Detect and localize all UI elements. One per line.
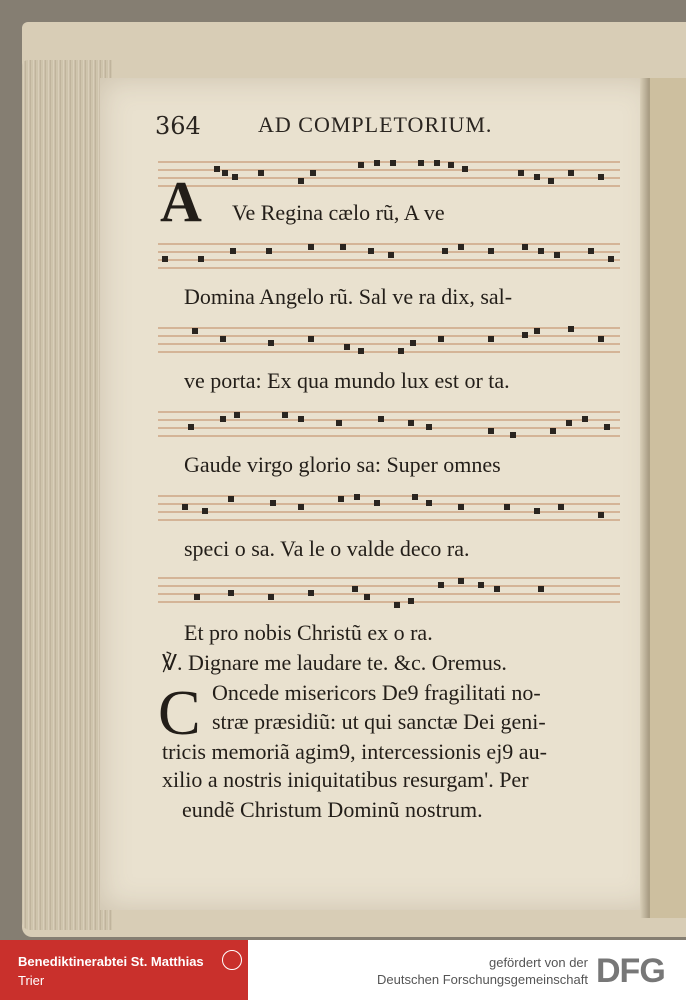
versicle: ℣. Dignare me laudare te. &c. Oremus. xyxy=(162,650,507,675)
prayer-line: tricis memoriã agim9, intercessionis ej9 au- xyxy=(162,739,547,764)
music-staff xyxy=(158,494,620,526)
prayer-line: Oncede misericors De9 fragilitati no- xyxy=(212,680,541,705)
music-staff xyxy=(158,160,620,192)
page-heading: AD COMPLETORIUM. xyxy=(258,112,493,137)
page-number: 364 xyxy=(155,112,201,140)
prayer-initial: C xyxy=(158,677,201,748)
prayer-line: eundẽ Christum Dominũ nostrum. xyxy=(182,797,483,822)
facing-page-edge xyxy=(650,78,686,918)
prayer-line: xilio a nostris iniquitatibus resurgam'. Per xyxy=(162,767,529,792)
chant-initial: A xyxy=(160,169,202,234)
music-staff xyxy=(158,576,620,608)
institution-city: Trier xyxy=(18,973,45,988)
prayer-line: stræ præsidiũ: ut qui sanctæ Dei geni- xyxy=(212,709,546,734)
funding-line: gefördert von der xyxy=(488,955,588,970)
lyric-line: Domina Angelo rũ. Sal ve ra dix, sal- xyxy=(184,284,513,309)
book-fore-edge xyxy=(22,60,112,930)
viewer-footer xyxy=(0,940,686,1000)
dfg-logo[interactable]: DFG xyxy=(596,952,665,990)
lyric-line: ve porta: Ex qua mundo lux est or ta. xyxy=(184,368,510,393)
music-staff xyxy=(158,242,620,274)
institution-name: Benediktinerabtei St. Matthias xyxy=(18,954,204,969)
lyric-line: speci o sa. Va le o valde deco ra. xyxy=(184,536,470,561)
funding-line: Deutschen Forschungsgemeinschaft xyxy=(376,972,588,987)
funding-text xyxy=(330,954,588,988)
lyric-line: Et pro nobis Christũ ex o ra. xyxy=(184,620,433,645)
music-staff xyxy=(158,410,620,442)
lyric-line: Gaude virgo glorio sa: Super omnes xyxy=(184,452,501,477)
music-staff xyxy=(158,326,620,358)
institution-banner[interactable] xyxy=(0,940,248,1000)
institution-seal-icon xyxy=(222,950,242,970)
lyric-line: Ve Regina cælo rũ, A ve xyxy=(232,200,445,225)
